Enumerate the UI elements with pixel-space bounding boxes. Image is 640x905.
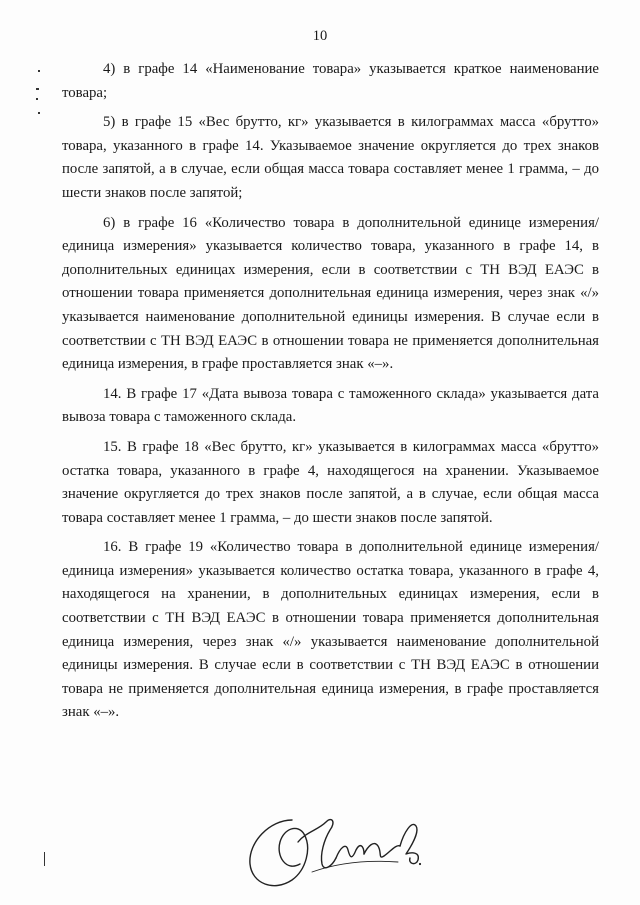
page-number: 10 [312,28,328,44]
margin-mark [36,98,38,100]
clause-16: 16. В графе 19 «Количество товара в дополнительной единице измерения/единица измерения» указывается количество остатка товара, указанного в графе 4, находящегося на хранении, в дополнительных единицах измерения, если в соответствии с ТН ВЭД ЕАЭС в отношении товара применяется дополнительная единица измерения, через знак «/» указывается наименование дополнительной единицы измерения. В случае если в соответствии с ТН ВЭД ЕАЭС в отношении товара не применяется дополнительная единица измерения, в графе проставляется знак «–». [62,539,599,721]
margin-mark [36,88,39,90]
margin-mark [38,70,40,72]
list-item-6: 6) в графе 16 «Количество товара в дополнительной единице измерения/единица измерения» указывается количество товара, указанного в графе 14, в дополнительных единицах измерения, если в соответствии с ТН ВЭД ЕАЭС в отношении товара применяется дополнительная единица измерения, через знак «/» указывается наименование дополнительной единицы измерения. В случае если в соответствии с ТН ВЭД ЕАЭС в отношении товара не применяется дополнительная единица измерения, в графе проставляется знак «–». [62,214,599,373]
margin-mark [44,852,45,866]
clause-15: 15. В графе 18 «Вес брутто, кг» указывается в килограммах масса «брутто» остатка товара, указанного в графе 4, находящегося на хранении. Указываемое значение округляется до трех знаков после запятой, а в случае, если общая масса товара составляет менее 1 грамма, – до шести знаков после запятой. [62,438,599,526]
list-item-4: 4) в графе 14 «Наименование товара» указывается краткое наименование товара; [62,61,599,101]
handwritten-signature [240,802,440,898]
margin-mark [38,112,40,114]
list-item-5: 5) в графе 15 «Вес брутто, кг» указывается в килограммах масса «брутто» товара, указанного в графе 14. Указываемое значение округляется до трех знаков после запятой, а в случае, если общая масса товара составляет менее 1 грамма, – до шести знаков после запятой; [62,114,599,201]
document-body [62,58,599,731]
clause-14: 14. В графе 17 «Дата вывоза товара с таможенного склада» указывается дата вывоза товара с таможенного склада. [62,385,599,426]
